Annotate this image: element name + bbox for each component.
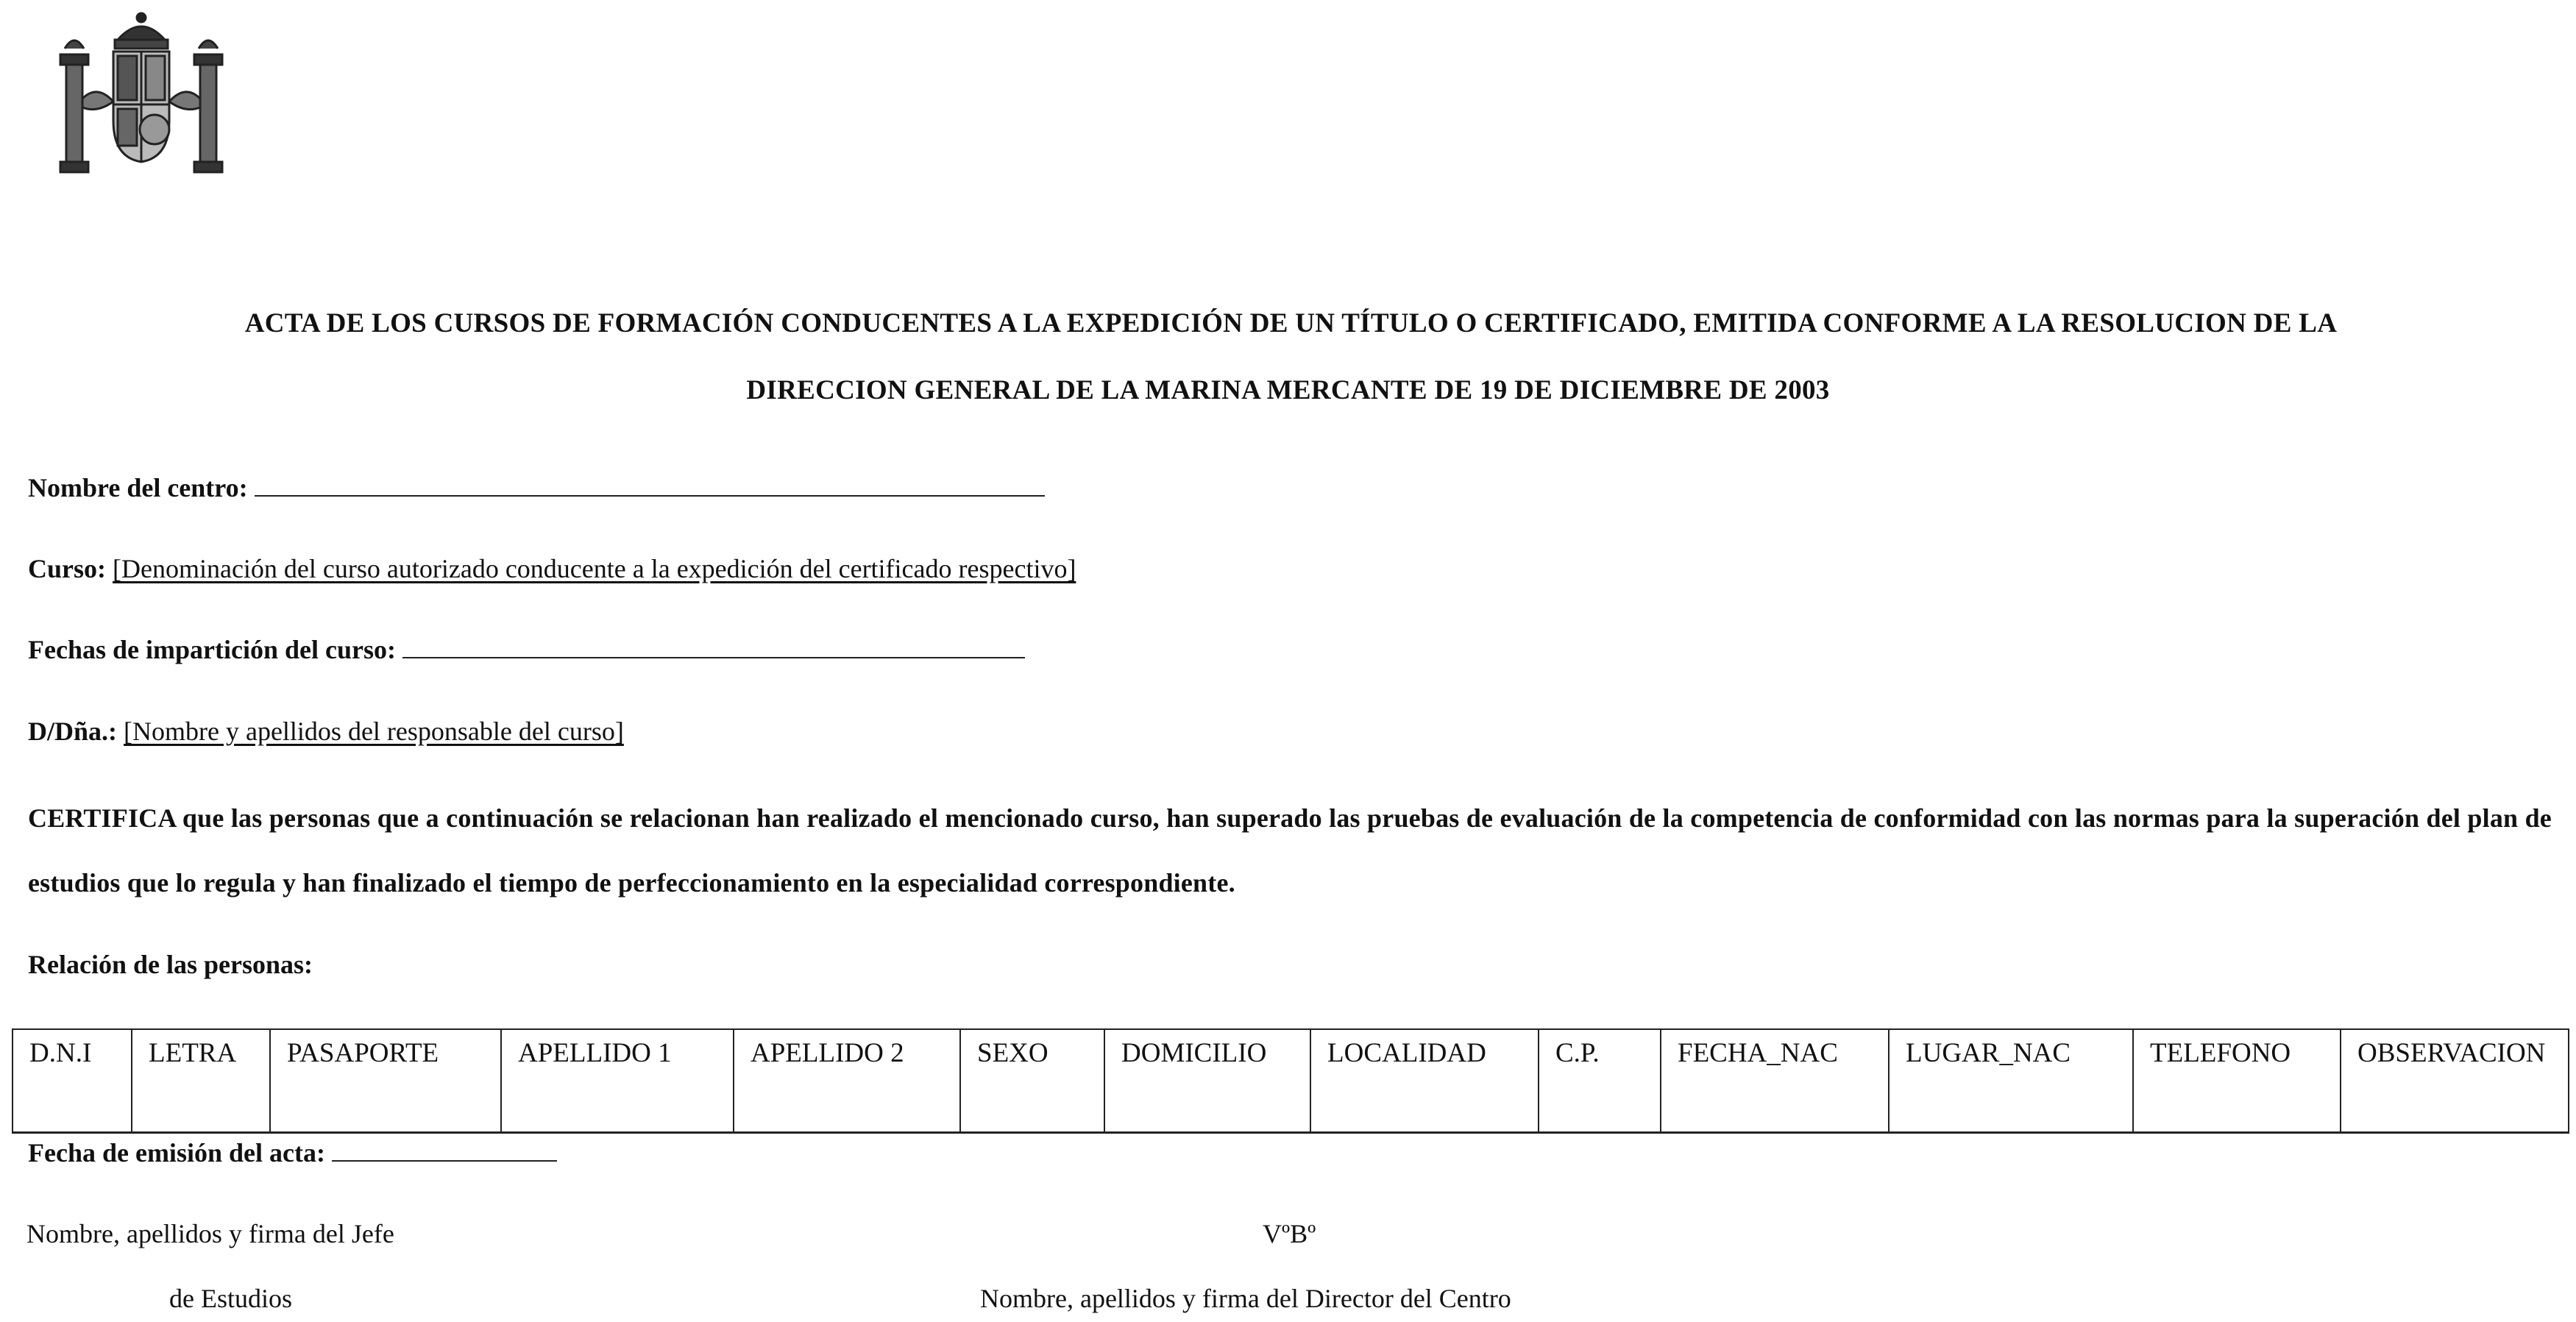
personas-table xyxy=(12,1028,2569,1134)
curso-value: [Denominación del curso autorizado conducente a la expedición del certificado respectivo] xyxy=(113,554,1076,583)
column-header-pasaporte: PASAPORTE xyxy=(270,1029,501,1133)
centro-blank-line[interactable] xyxy=(255,473,1045,497)
column-header-observacion: OBSERVACION xyxy=(2341,1029,2569,1133)
curso-label: Curso: xyxy=(28,554,106,583)
jefe-signature-line-2: de Estudios xyxy=(169,1284,292,1313)
fechas-blank-line[interactable] xyxy=(402,635,1025,658)
document-title-line-2: DIRECCION GENERAL DE LA MARINA MERCANTE DE 19 DE DICIEMBRE DE 2003 xyxy=(746,375,1830,405)
responsable-value: [Nombre y apellidos del responsable del curso] xyxy=(124,717,624,746)
fecha-emision-blank-line[interactable] xyxy=(332,1138,557,1162)
column-header-domicilio: DOMICILIO xyxy=(1104,1029,1310,1133)
coat-of-arms-icon xyxy=(53,10,230,177)
document-title-line-1: ACTA DE LOS CURSOS DE FORMACIÓN CONDUCENTES A LA EXPEDICIÓN DE UN TÍTULO O CERTIFICADO, EMITIDA CONFORME A LA RESOLUCION DE LA xyxy=(244,308,2338,338)
curso-field xyxy=(28,553,1076,584)
responsable-label: D/Dña.: xyxy=(28,717,118,746)
fechas-field xyxy=(28,634,1025,665)
column-header-telefono: TELEFONO xyxy=(2133,1029,2341,1133)
centro-field xyxy=(28,472,1045,503)
fechas-label: Fechas de impartición del curso: xyxy=(28,635,396,664)
column-header-dni: D.N.I xyxy=(13,1029,132,1133)
fecha-emision-label: Fecha de emisión del acta: xyxy=(28,1138,325,1168)
column-header-sexo: SEXO xyxy=(960,1029,1104,1133)
column-header-fecha-nac: FECHA_NAC xyxy=(1661,1029,1889,1133)
visto-bueno: VºBº xyxy=(1263,1219,1316,1248)
column-header-apellido-2: APELLIDO 2 xyxy=(734,1029,960,1133)
column-header-localidad: LOCALIDAD xyxy=(1310,1029,1539,1133)
column-header-cp: C.P. xyxy=(1539,1029,1661,1133)
relacion-heading xyxy=(28,949,313,980)
responsable-field xyxy=(28,716,624,747)
jefe-signature-line-1: Nombre, apellidos y firma del Jefe xyxy=(26,1219,394,1248)
certifica-paragraph: CERTIFICA que las personas que a continuación se relacionan han realizado el mencionado curso, han superado las pruebas de evaluación de la competencia de conformidad con las normas para la superación del plan de estudios que lo regula y han finalizado el tiempo de perfeccionamiento en la especialidad correspondiente. xyxy=(28,803,2552,898)
column-header-lugar-nac: LUGAR_NAC xyxy=(1889,1029,2133,1133)
column-header-apellido-1: APELLIDO 1 xyxy=(501,1029,734,1133)
table-header-row xyxy=(13,1029,2569,1133)
fecha-emision-field xyxy=(28,1137,557,1168)
centro-label: Nombre del centro: xyxy=(28,473,248,502)
director-signature: Nombre, apellidos y firma del Director del Centro xyxy=(980,1284,1511,1313)
relacion-label: Relación de las personas: xyxy=(28,950,313,979)
column-header-letra: LETRA xyxy=(132,1029,270,1133)
